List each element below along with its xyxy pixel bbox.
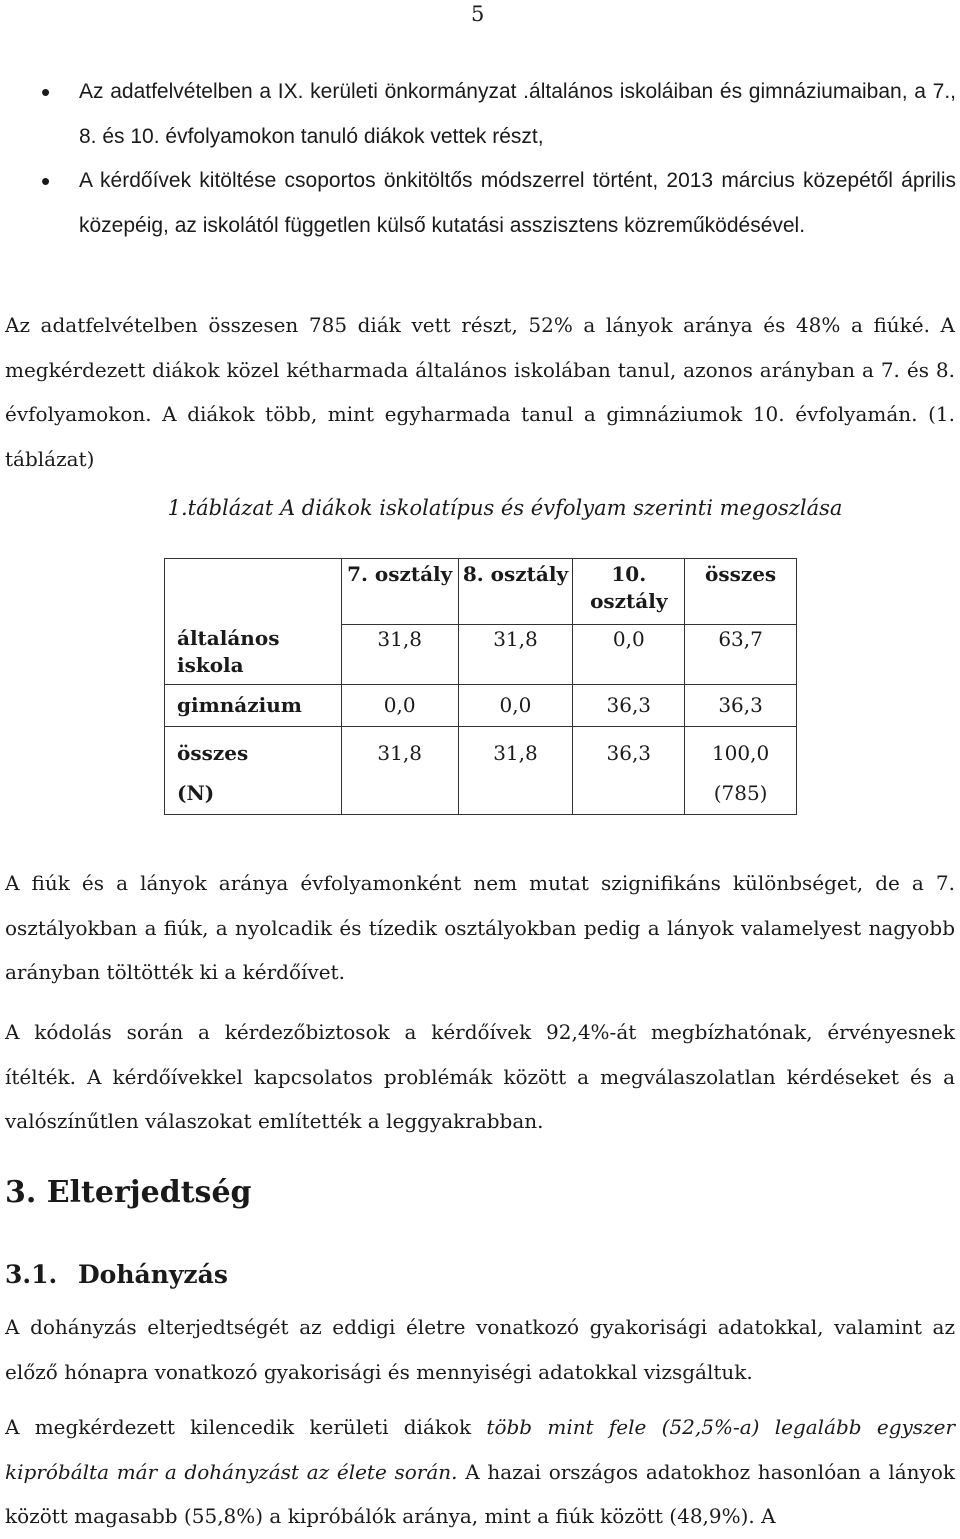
page-number: 5 bbox=[471, 2, 485, 26]
table-header-row bbox=[165, 559, 797, 625]
table-cell: 63,7 bbox=[685, 625, 797, 685]
text-run: A megkérdezett kilencedik kerületi diákok bbox=[5, 1415, 487, 1439]
subsection-heading bbox=[5, 1260, 228, 1289]
table-cell: 0,0 bbox=[341, 685, 458, 727]
table-cell: 0,0 bbox=[573, 625, 685, 685]
n-value: (785) bbox=[713, 781, 768, 805]
bullet-icon: • bbox=[41, 166, 51, 196]
table-cell: 31,8 bbox=[458, 727, 573, 815]
text-run: A hazai országos adatokhoz hasonlóan a lányok között magasabb (55,8%) a kipróbálók aránya, mint a fiúk között (48,9%). A bbox=[5, 1459, 956, 1529]
paragraph-gender: A fiúk és a lányok aránya évfolyamonként nem mutat szignifikáns különbséget, de a 7. osztályokban a fiúk, a nyolcadik és tízedik osztályokban pedig a lányok valamelyest nagyobb arányban töltötték ki a kérdőívet. bbox=[5, 871, 955, 985]
bullet-list bbox=[0, 70, 960, 248]
table-cell: 0,0 bbox=[458, 685, 573, 727]
bullet-item bbox=[0, 70, 960, 159]
section-heading: 3. Elterjedtség bbox=[5, 1175, 252, 1210]
table-cell: 31,8 bbox=[458, 625, 573, 685]
table-cell: 31,8 bbox=[341, 625, 458, 685]
paragraph-smoking-intro: A dohányzás elterjedtségét az eddigi életre vonatkozó gyakorisági adatokkal, valamint az előző hónapra vonatkozó gyakorisági és mennyiségi adatokkal vizsgáltuk. bbox=[5, 1315, 955, 1384]
column-header: összes bbox=[685, 559, 797, 625]
distribution-table bbox=[164, 558, 797, 815]
table-cell: 36,3 bbox=[685, 685, 797, 727]
n-label: (N) bbox=[177, 781, 215, 805]
bullet-icon: • bbox=[41, 77, 51, 107]
subsection-number: 3.1. bbox=[5, 1260, 58, 1289]
table-caption: 1.táblázat A diákok iskolatípus és évfolyam szerinti megoszlása bbox=[167, 496, 843, 520]
italic-run: több mint fele (52,5%-a) legalább egyszer kipróbálta már a dohányzást az élete során. bbox=[5, 1415, 956, 1484]
total-value: 100,0 bbox=[711, 741, 770, 765]
bullet-text: A kérdőívek kitöltése csoportos önkitöltős módszerrel történt, 2013 március közepétől április közepéig, az iskolától független külső kutatási asszisztens közreműködésével. bbox=[79, 169, 956, 237]
table-row bbox=[165, 727, 797, 815]
paragraph-coding: A kódolás során a kérdezőbiztosok a kérdőívek 92,4%-át megbízhatónak, érvényesnek ítélték. A kérdőívekkel kapcsolatos problémák között a megválaszolatlan kérdéseket és a valószínűtlen válaszokat említették a leggyakrabban. bbox=[5, 1020, 955, 1134]
table-cell: 36,3 bbox=[573, 685, 685, 727]
row-label: gimnázium bbox=[165, 685, 342, 727]
subsection-title: Dohányzás bbox=[78, 1260, 228, 1289]
table-cell: 36,3 bbox=[573, 727, 685, 815]
paragraph-smoking-stats bbox=[5, 1405, 955, 1539]
table-row bbox=[165, 625, 797, 685]
table-row bbox=[165, 685, 797, 727]
bullet-text: Az adatfelvételben a IX. kerületi önkormányzat .általános iskoláiban és gimnáziumaiban, a 7., 8. és 10. évfolyamokon tanuló diákok vettek részt, bbox=[79, 80, 956, 148]
table-corner-cell bbox=[165, 559, 342, 625]
bullet-item bbox=[0, 159, 960, 248]
paragraph-sample: Az adatfelvételben összesen 785 diák vett részt, 52% a lányok aránya és 48% a fiúké. A megkérdezett diákok közel kétharmada általános iskolában tanul, azonos arányban a 7. és 8. évfolyamokon. A diákok több, mint egyharmada tanul a gimnáziumok 10. évfolyamán. (1. táblázat) bbox=[5, 313, 955, 471]
table-cell: 31,8 bbox=[341, 727, 458, 815]
row-label bbox=[165, 727, 342, 815]
row-label-text: összes bbox=[177, 741, 249, 765]
table-cell bbox=[685, 727, 797, 815]
column-header: 10. osztály bbox=[573, 559, 685, 625]
column-header: 8. osztály bbox=[458, 559, 573, 625]
column-header: 7. osztály bbox=[341, 559, 458, 625]
row-label: általános iskola bbox=[165, 625, 342, 685]
